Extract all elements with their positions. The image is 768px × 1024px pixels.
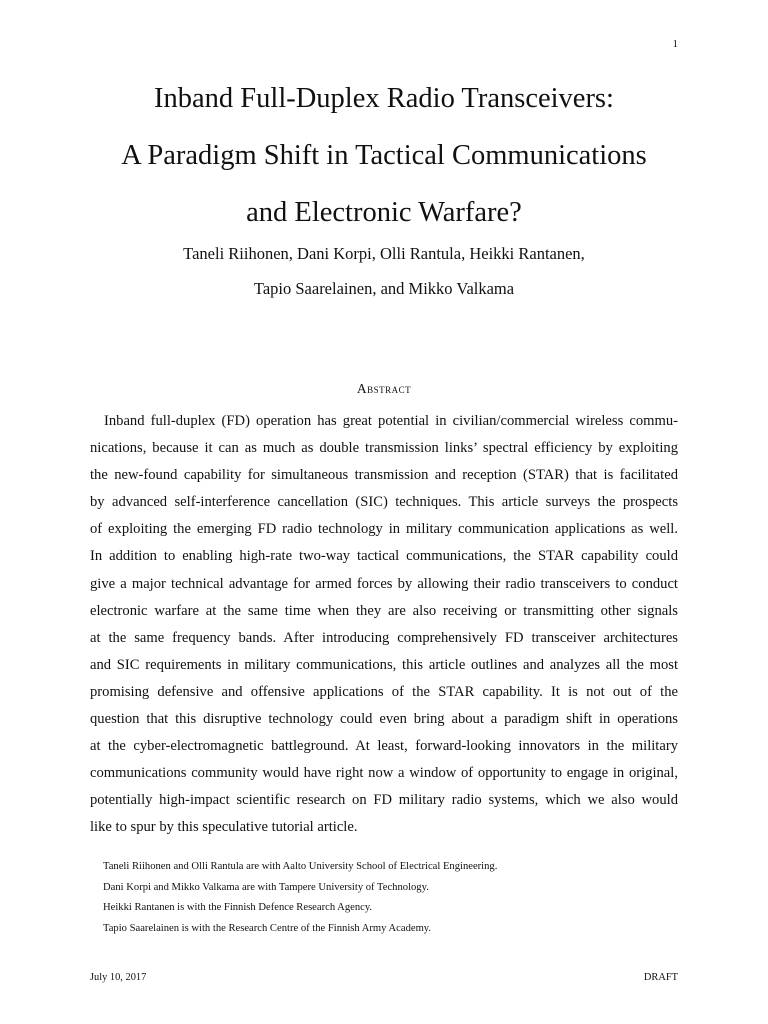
author-line: Tapio Saarelainen, and Mikko Valkama <box>253 279 515 298</box>
abstract-heading: Abstract <box>356 381 412 396</box>
abstract-line: promising defensive and offensive applications of the STAR capability. It is not out of the <box>90 683 678 700</box>
abstract-line: electronic warfare at the same time when they are also receiving or transmitting other signals <box>90 602 678 619</box>
paper-title <box>0 70 768 241</box>
abstract-line: Inband full-duplex (FD) operation has great potential in civilian/commercial wireless commu- <box>104 413 678 429</box>
abstract-line: of exploiting the emerging FD radio technology in military communication applications as well. <box>90 521 678 538</box>
footnote: Heikki Rantanen is with the Finnish Defence Research Agency. <box>103 902 373 914</box>
footer-date: July 10, 2017 <box>90 972 147 983</box>
abstract-line: the new-found capability for simultaneous transmission and reception (STAR) that is facilitated <box>90 467 678 484</box>
footer-draft-label: DRAFT <box>643 972 678 983</box>
abstract-line: at the cyber-electromagnetic battleground. At least, forward-looking innovators in the military <box>90 738 678 755</box>
author-list <box>0 236 768 306</box>
abstract-body <box>90 408 678 842</box>
abstract-line: and SIC requirements in military communications, this article outlines and analyzes all the most <box>90 656 678 673</box>
abstract-line: like to spur by this speculative tutorial article. <box>90 819 358 836</box>
abstract-line: potentially high-impact scientific research on FD military radio systems, which we also would <box>90 792 678 809</box>
abstract-line: In addition to enabling high-rate two-way tactical communications, the STAR capability could <box>90 548 678 565</box>
page-number: 1 <box>672 38 678 50</box>
affiliation-footnotes <box>103 857 678 939</box>
title-line: and Electronic Warfare? <box>246 197 522 228</box>
footnote: Dani Korpi and Mikko Valkama are with Tampere University of Technology. <box>103 881 429 893</box>
abstract-line: at the same frequency bands. After introducing comprehensively FD transceiver architectures <box>90 629 678 646</box>
title-line: A Paradigm Shift in Tactical Communications <box>121 140 647 171</box>
abstract-line: question that this disruptive technology could even bring about a paradigm shift in operations <box>90 711 678 728</box>
abstract-line: give a major technical advantage for armed forces by allowing their radio transceivers to conduct <box>90 575 678 592</box>
abstract-line: nications, because it can as much as double transmission links’ spectral efficiency by exploiting <box>90 440 678 457</box>
title-line: Inband Full-Duplex Radio Transceivers: <box>154 83 614 114</box>
author-line: Taneli Riihonen, Dani Korpi, Olli Rantula, Heikki Rantanen, <box>183 244 585 263</box>
footnote: Tapio Saarelainen is with the Research Centre of the Finnish Army Academy. <box>103 922 432 934</box>
footnote: Taneli Riihonen and Olli Rantula are with Aalto University School of Electrical Engineering. <box>103 861 498 872</box>
abstract-line: communications community would have right now a window of opportunity to engage in original, <box>90 765 678 782</box>
abstract-line: by advanced self-interference cancellation (SIC) techniques. This article surveys the prospects <box>90 494 678 511</box>
